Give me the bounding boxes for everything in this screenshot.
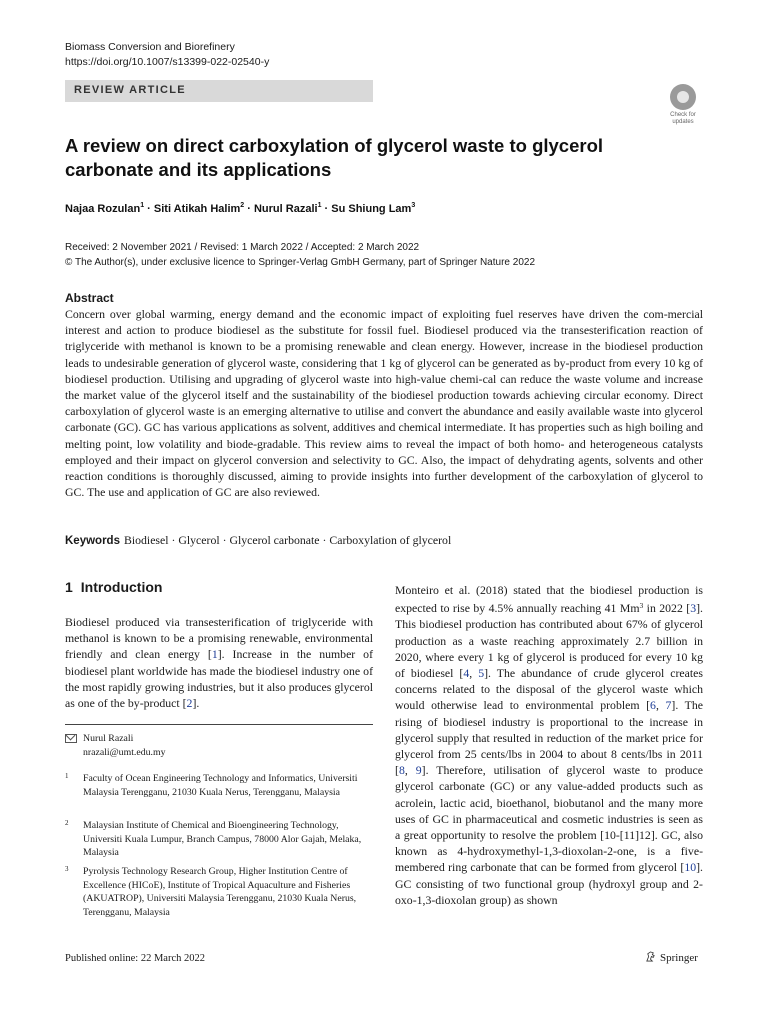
- citation-link[interactable]: 4: [463, 666, 470, 681]
- section-number: 1: [65, 579, 73, 595]
- springer-horse-icon: [645, 951, 656, 962]
- article-type-label: REVIEW ARTICLE: [74, 84, 186, 96]
- publisher-logo: [645, 951, 698, 964]
- doi-link[interactable]: https://doi.org/10.1007/s13399-022-02540-y: [65, 56, 270, 68]
- check-for-updates-badge[interactable]: [664, 84, 702, 124]
- check-updates-line2: updates: [672, 118, 694, 125]
- intro-paragraph-left: Biodiesel produced via transesterification of triglyceride with methanol is known to be a promising renewable, environmental friendly and clean energy [1]. Increase in the number of biodiesel plant worldwide has made the biodiesel industry one of the most rapidly growing industries, but it also produces glycerol as one of the by-product [2].: [65, 615, 373, 711]
- author-separator: ·: [147, 203, 151, 215]
- affiliation: [65, 865, 373, 919]
- section-title: Introduction: [80, 579, 163, 595]
- section-heading-introduction: [65, 579, 162, 595]
- author-list: [65, 202, 415, 215]
- affiliation-number: 1: [65, 772, 69, 780]
- corresponding-author-email[interactable]: nrazali@umt.edu.my: [83, 746, 166, 758]
- author-name[interactable]: Nurul Razali: [253, 203, 318, 215]
- journal-name: Biomass Conversion and Biorefinery: [65, 41, 235, 53]
- citation-link[interactable]: 3: [690, 601, 697, 616]
- author-name[interactable]: Siti Atikah Halim: [153, 203, 241, 215]
- affiliation-number: 2: [65, 819, 69, 827]
- author-name[interactable]: Su Shiung Lam: [331, 203, 412, 215]
- affiliation: [65, 772, 373, 799]
- journal-header: [65, 40, 269, 70]
- author-affiliation-mark: 3: [411, 202, 416, 209]
- copyright-line: © The Author(s), under exclusive licence to Springer-Verlag GmbH Germany, part of Springer Nature 2022: [65, 256, 535, 268]
- check-updates-line1: Check for: [670, 112, 696, 118]
- paper-title: A review on direct carboxylation of glycerol waste to glycerol carbonate and its applications: [65, 135, 604, 180]
- citation-link[interactable]: 2: [186, 696, 193, 711]
- author-affiliation-mark: 1: [317, 202, 322, 209]
- publisher-name: Springer: [660, 952, 698, 964]
- author-affiliation-mark: 2: [240, 202, 245, 209]
- article-history: [65, 241, 535, 270]
- received-dates: Received: 2 November 2021 / Revised: 1 March 2022 / Accepted: 2 March 2022: [65, 242, 420, 253]
- envelope-icon: [65, 734, 77, 743]
- citation-link[interactable]: 6: [650, 698, 656, 713]
- abstract-heading: Abstract: [65, 291, 114, 305]
- author-separator: ·: [324, 203, 329, 215]
- keywords-list: Biodiesel · Glycerol · Glycerol carbonate · Carboxylation of glycerol: [123, 533, 452, 547]
- check-updates-icon: [670, 84, 696, 110]
- published-date: Published online: 22 March 2022: [65, 953, 205, 964]
- corresponding-author-name: Nurul Razali: [83, 733, 134, 744]
- affiliation-text: Malaysian Institute of Chemical and Bioengineering Technology, Universiti Kuala Lumpur, Branch Campus, 78000 Alor Gajah, Melaka, Malaysia: [83, 820, 362, 858]
- correspondence: [65, 732, 165, 759]
- citation-link[interactable]: 9: [415, 763, 422, 778]
- citation-link[interactable]: 5: [478, 666, 485, 681]
- footnote-divider: [65, 724, 373, 725]
- author-affiliation-mark: 1: [140, 202, 145, 209]
- keywords-label: Keywords: [65, 535, 120, 547]
- citation-link[interactable]: 10: [684, 860, 697, 875]
- affiliation: [65, 819, 373, 860]
- article-type-banner: [65, 80, 373, 102]
- author-name[interactable]: Najaa Rozulan: [65, 203, 141, 215]
- abstract-text: Concern over global warming, energy demand and the economic impact of exploiting fuel reserves have driven the com-mercial interest and action to produce biodiesel as the substitute for fossil fuel. Biodiesel produced via the transesterification reaction of triglyceride with methanol is known to be a promising renewable and clean energy. However, increase in the biodiesel production leads to undesirable generation of glycerol waste, considering that 1 kg of glycerol can be generated as by-product from every 10 kg of biodiesel production. Utilising and upgrading of glycerol waste into high-value chemi-cal can reduce the waste volume and increase the market value of the glycerol itself and the sustainability of the biodiesel production towards achieving circular economy. Direct carboxylation of glycerol waste is an emerging alternative to utilise and convert the abundance and easily available waste into glycerol carbonate (GC). GC has various applications as solvent, additives and chemical intermediate. It has properties such as high boiling and melting point, low volatility and biode-gradable. This review aims to reveal the impact of both homo- and heterogeneous catalysts employed and their impact on glycerol conversion and selectivity to GC. Also, the impact of dehydrating agents, solvents and other reaction conditions is thoroughly discussed, aiming to provide insights into further development of the carboxylation of glycerol to GC. The use and application of GC are also reviewed.: [65, 307, 703, 500]
- citation-link[interactable]: 7: [665, 698, 672, 713]
- affiliation-text: Pyrolysis Technology Research Group, Higher Institution Centre of Excellence (HICoE), Institute of Tropical Aquaculture and Fisheries (AKUATROP), Universiti Malaysia Terengganu, 21030 Kuala Nerus, Terengganu, Malaysia: [83, 866, 357, 918]
- intro-paragraph-right: Monteiro et al. (2018) stated that the biodiesel production is expected to rise by 4.5% annually reaching 41 Mm$^3$ in 2022 [3]. This biodiesel production has contributed about 67% of glycerol production as a waste reaching approximately 2.7 billion in 2020, where every 1 kg of glycerol is produced for every 10 kg of biodiesel [4, 5]. The abundance of crude glycerol creates concerns related to the disposal of the glycerol waste which would otherwise lead to environmental problem [6, 7]. The rising of biodiesel industry is proportional to the increase in glycerol supply that resulted in reduction of the market price for glycerol from 25 cents/lbs in 2004 to about 8 cents/lbs in 2011 [8, 9]. Therefore, utilisation of glycerol waste to produce glycerol carbonate (GC) or any value-added products such as acrolein, lactic acid, bioethanol, biobutanol and the many more uses of GC in pharmaceutical and cosmetic industries is seen as a great opportunity to resolve the problem [10-[11]12]. GC, also known as 4-hydroxymethyl-1,3-dioxolan-2-one, is a five-membered ring carbonate that can be formed from glycerol [10]. GC consisting of two functional group (hydroxyl group and 2-oxo-1,3-dioxolan group) as shown: [395, 583, 703, 907]
- citation-link[interactable]: 1: [211, 647, 218, 662]
- affiliation-number: 3: [65, 865, 69, 873]
- citation-link[interactable]: 8: [398, 763, 405, 778]
- keywords: [65, 533, 451, 548]
- affiliation-text: Faculty of Ocean Engineering Technology and Informatics, Universiti Malaysia Terengganu, 21030 Kuala Nerus, Terengganu, Malaysia: [83, 773, 358, 798]
- author-separator: ·: [247, 203, 251, 215]
